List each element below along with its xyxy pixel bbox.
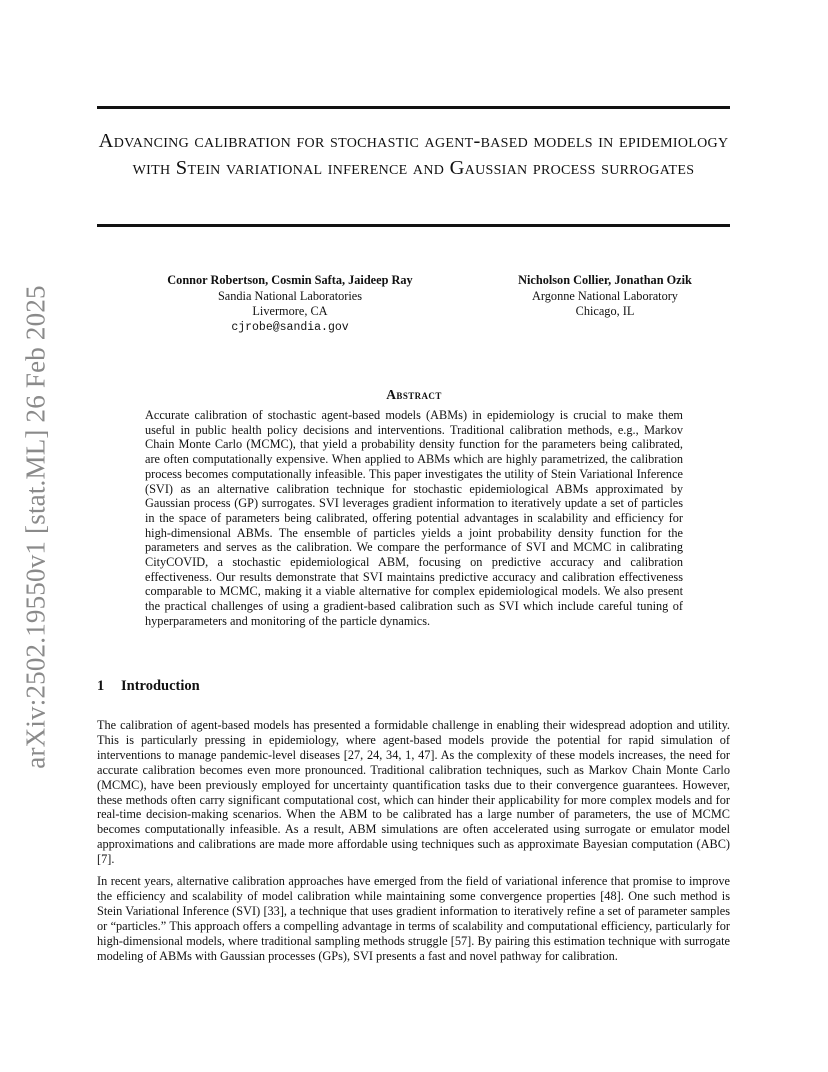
abstract-heading: Abstract — [386, 387, 442, 402]
author-names: Connor Robertson, Cosmin Safta, Jaideep Ray — [167, 273, 413, 287]
author-location: Chicago, IL — [575, 304, 635, 318]
intro-paragraph-2: In recent years, alternative calibration approaches have emerged from the field of variational inference that promise to improve the efficiency and scalability of model calibration while maintaining some convergence properties [48]. One such method is Stein Variational Inference (SVI) [33], a technique that uses gradient information to iteratively refine a set of parameter samples or “particles.” This approach offers a compelling advantage in terms of scalability and computational efficiency, particularly for high-dimensional models, where traditional sampling methods struggle [57]. By pairing this estimation technique with surrogate modeling of ABMs with Gaussian processes (GPs), SVI presents a fast and novel pathway for calibration. — [97, 874, 730, 963]
section-heading-introduction — [97, 678, 200, 695]
author-email[interactable]: cjrobe@sandia.gov — [231, 320, 349, 334]
intro-paragraph-1: The calibration of agent-based models has presented a formidable challenge in enabling their widespread adoption and utility. This is particularly pressing in epidemiology, where agent-based models provide the potential for rapid simulation of interventions to manage pandemic-level diseases [27, 24, 34, 1, 47]. As the complexity of these models increases, the need for accurate calibration becomes even more pronounced. Traditional calibration techniques, such as Markov Chain Monte Carlo (MCMC), have been previously employed for uncertainty quantification tasks due to their convergence guarantees. However, these methods often carry significant computational cost, which can hinder their applicability for more complex models and for real-time decision-making scenarios. When the ABM to be calibrated has a large number of parameters, the use of MCMC becomes computationally infeasible. As a result, ABM simulations are often accelerated using surrogate or emulator model approximations and calibrations are made more affordable using techniques such as approximate Bayesian computation (ABC) [7]. — [97, 718, 730, 867]
author-location: Livermore, CA — [252, 304, 328, 318]
arxiv-identifier[interactable]: arXiv:2502.19550v1 [stat.ML] 26 Feb 2025 — [20, 285, 51, 769]
author-block-argonne — [470, 273, 740, 320]
title-top-rule — [97, 106, 730, 109]
section-number: 1 — [97, 678, 105, 694]
title-bottom-rule — [97, 224, 730, 227]
author-names: Nicholson Collier, Jonathan Ozik — [518, 273, 692, 287]
abstract-text: Accurate calibration of stochastic agent-based models (ABMs) in epidemiology is crucial to make them useful in public health policy decisions and interventions. Traditional calibration methods, e.g., Markov Chain Monte Carlo (MCMC), that yield a probability density function for the parameters being calibrated, are often computationally expensive. When applied to ABMs which are highly parametrized, the calibration process becomes computationally infeasible. This paper investigates the utility of Stein Variational Inference (SVI) as an alternative calibration technique for stochastic epidemiological ABMs approximated by Gaussian process (GP) surrogates. SVI leverages gradient information to iteratively update a set of particles in the space of parameters being calibrated, offering potential advantages in scalability and efficiency for high-dimensional ABMs. The ensemble of particles yields a joint probability density function for the parameters and serves as the calibration. We compare the performance of SVI and MCMC in calibrating CityCOVID, a stochastic epidemiological ABM, focusing on predictive accuracy and calibration effectiveness. Our results demonstrate that SVI maintains predictive accuracy and calibration effectiveness comparable to MCMC, making it a viable alternative for complex epidemiological models. We also present the practical challenges of using a gradient-based calibration such as SVI which include careful tuning of hyperparameters and monitoring of the particle dynamics. — [145, 408, 683, 628]
section-title: Introduction — [121, 678, 200, 694]
author-affiliation: Sandia National Laboratories — [217, 288, 363, 303]
author-block-sandia — [140, 273, 440, 335]
arxiv-sidebar-stamp — [16, 282, 56, 772]
paper-title: Advancing calibration for stochastic agent-based models in epidemiology with Stein variational inference and Gaussian process surrogates — [98, 130, 729, 179]
author-affiliation: Argonne National Laboratory — [532, 288, 678, 303]
